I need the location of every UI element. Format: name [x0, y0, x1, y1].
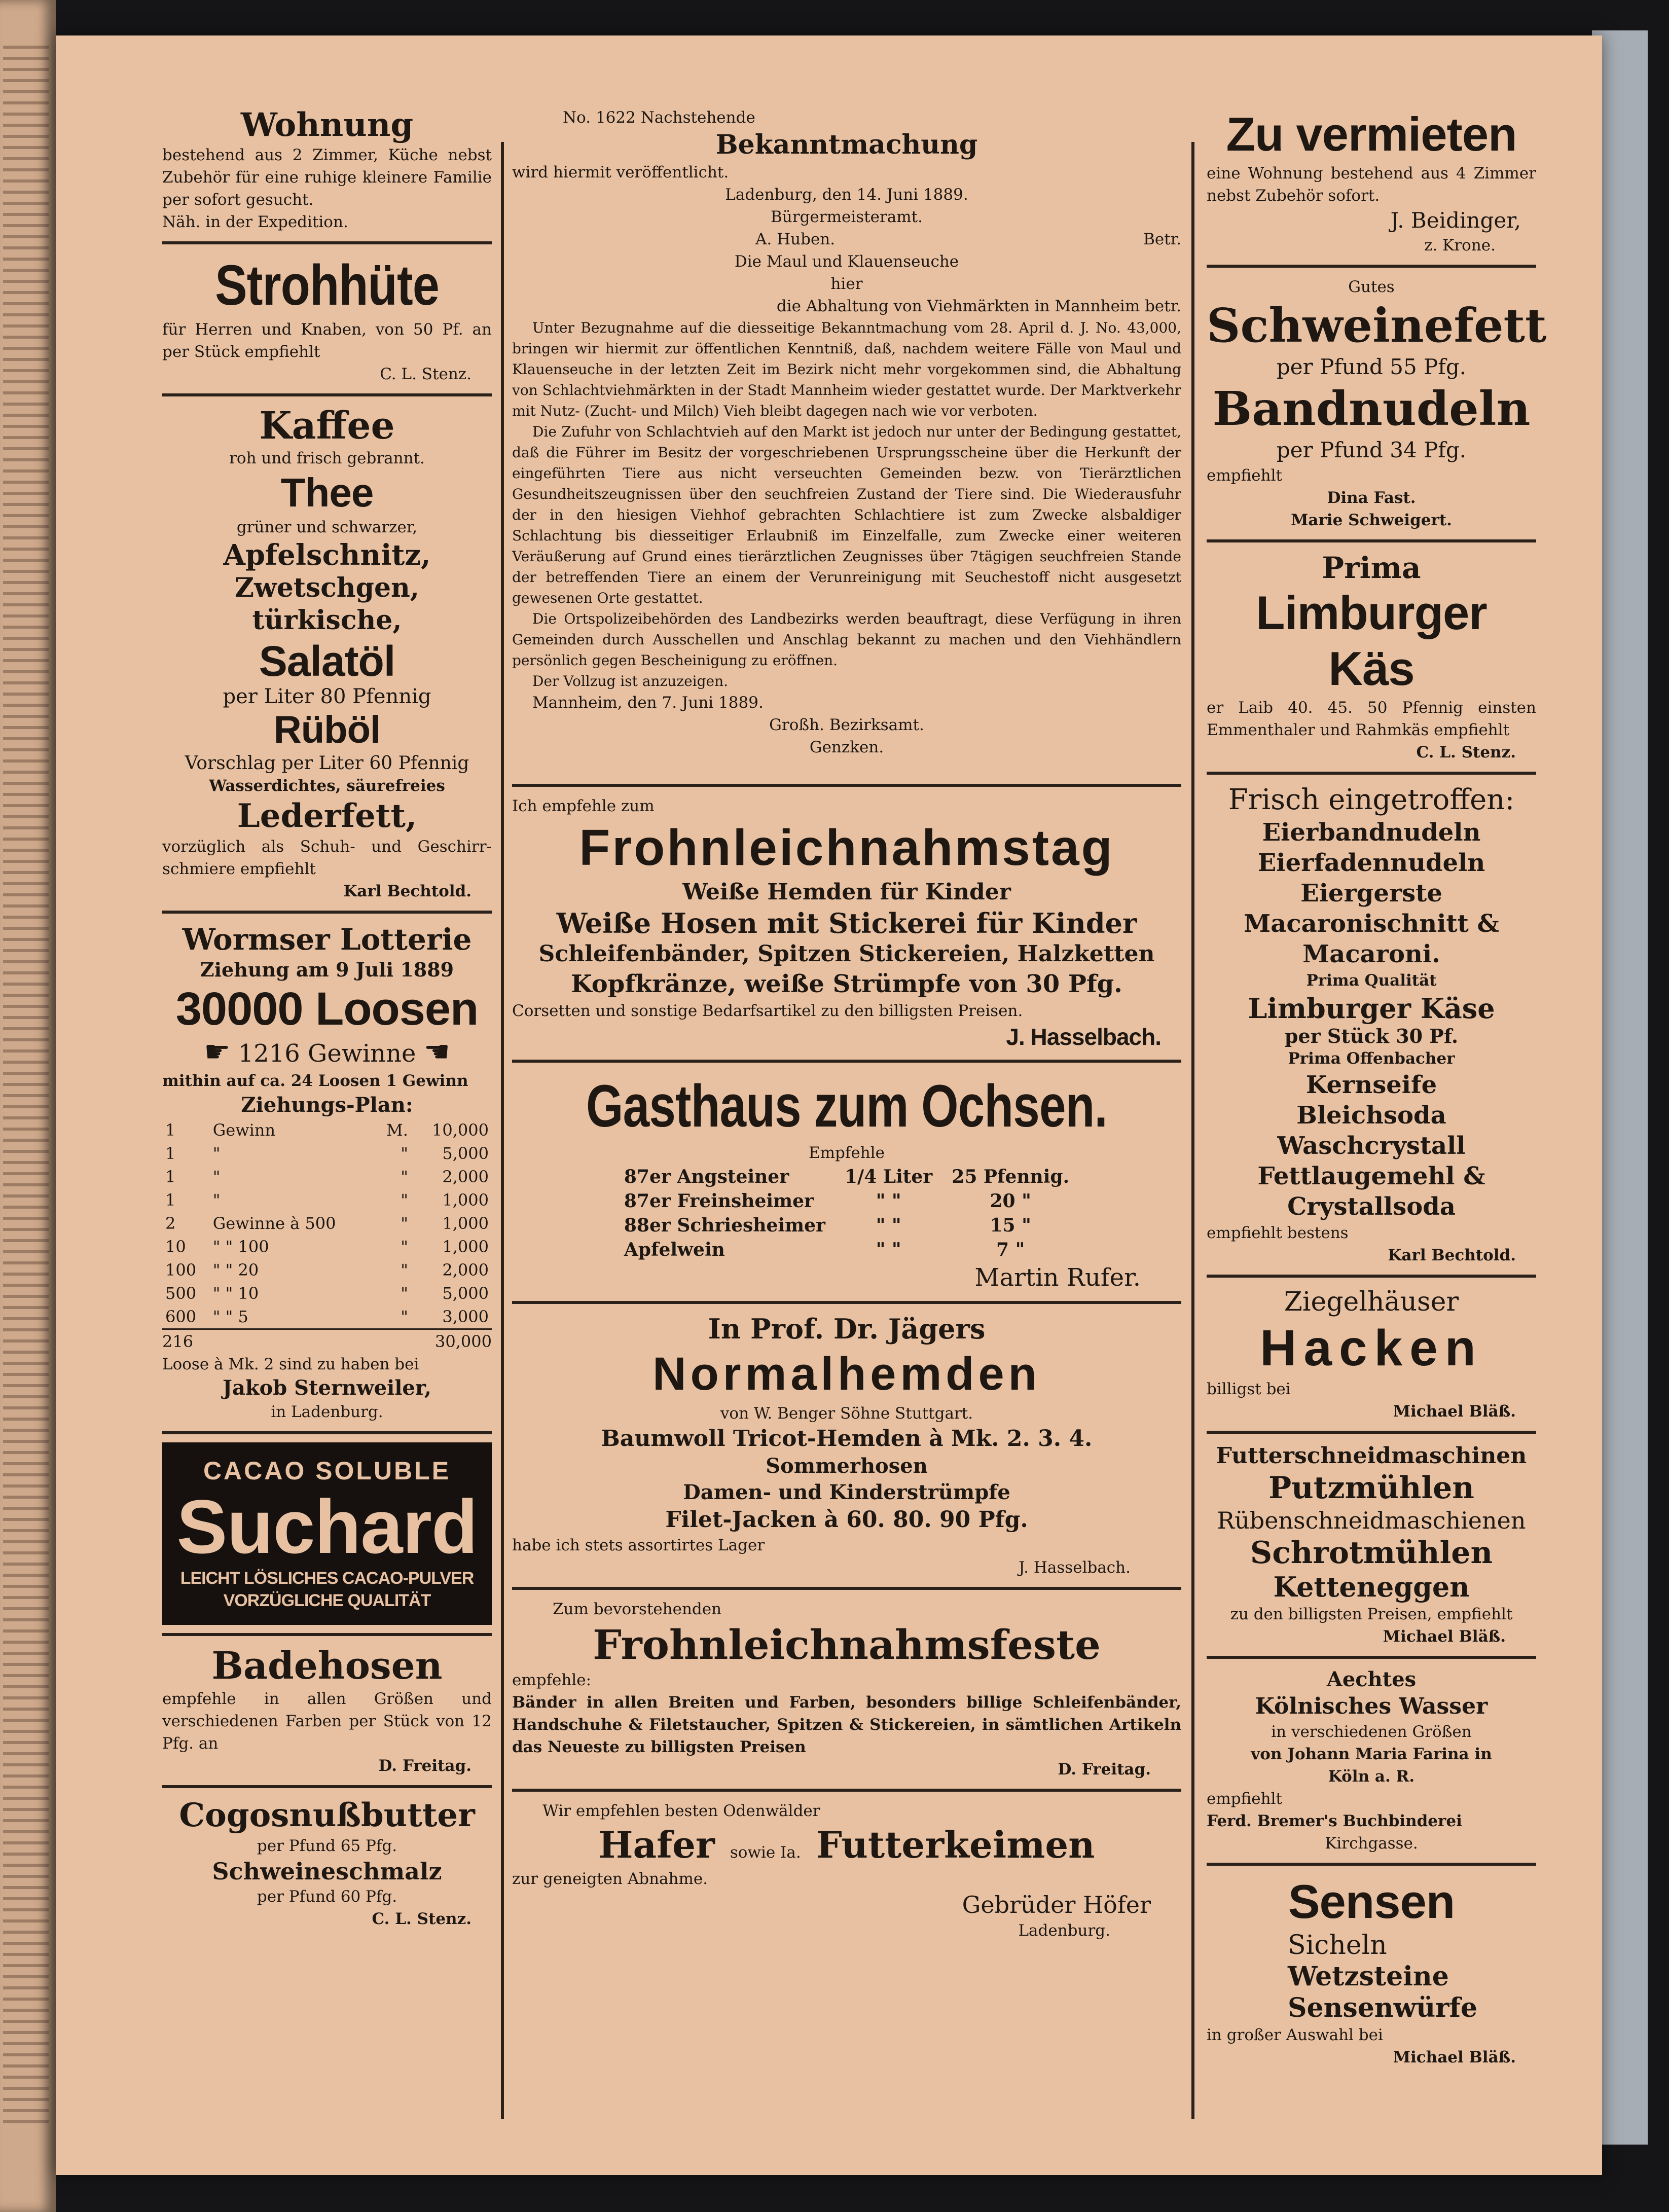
suchard-line2: VORZÜGLICHE QUALITÄT — [223, 1591, 431, 1610]
list-item: Bleichsoda — [1296, 1101, 1446, 1130]
ad-suchard — [162, 1442, 492, 1625]
lottery-cell: " — [212, 1190, 221, 1210]
suchard-line1: LEICHT LÖSLICHES CACAO-PULVER — [180, 1569, 474, 1588]
wine-cell: " " — [876, 1239, 901, 1260]
ad-title: Cogosnußbutter — [179, 1796, 475, 1834]
ad-sign: Gebrüder Höfer — [962, 1891, 1151, 1918]
ad-vermieten — [1207, 106, 1536, 257]
ad-title: Kaffee — [259, 404, 395, 448]
lottery-plan-title: Ziehungs-Plan: — [241, 1093, 413, 1117]
notice-paragraph-3: Die Ortspolizeibehörden des Landbezirks werden beauftragt, diese Verfügung in ihren Gemeinden durch Ausschellen und Anschlag bekannt zu machen und den Viehhändlern persönlich gegen Bescheinigung zu eröffnen. — [512, 610, 1181, 669]
ad-badehosen — [162, 1644, 492, 1777]
ad-title: Wormser Lotterie — [182, 922, 472, 957]
lottery-row — [162, 1165, 492, 1188]
ad-sign: Michael Bläß. — [1393, 1402, 1516, 1421]
lottery-date: Ziehung am 9 Juli 1889 — [200, 958, 454, 981]
ad-sign: J. Beidinger, — [1390, 208, 1521, 233]
ad-line2: Sommerhosen — [766, 1454, 928, 1478]
zwetschgen: Zwetschgen, türkische, — [235, 572, 419, 636]
notice-betr: Betr. — [1143, 230, 1181, 248]
wine-cell: 1/4 Liter — [845, 1166, 933, 1187]
ad-note: zur geneigten Abnahme. — [512, 1870, 708, 1888]
ad-title: Frisch eingetroffen: — [1228, 783, 1515, 816]
ad-futtermaschinen — [1207, 1442, 1536, 1648]
lottery-cell: " — [401, 1190, 408, 1210]
ad-line5: Köln a. R. — [1328, 1767, 1415, 1786]
ad-title: Normalhemden — [652, 1348, 1041, 1400]
ad-intro: Zum bevorstehenden — [553, 1600, 722, 1618]
ad-prima2: Prima Offenbacher — [1288, 1049, 1455, 1068]
ad-wohnung — [162, 106, 492, 233]
bekanntmachung — [512, 106, 1181, 758]
ad-sign1: Dina Fast. — [1327, 489, 1416, 507]
schmalz-price: per Pfund 60 Pfg. — [257, 1888, 397, 1906]
ad-sub: roh und frisch gebrannt. — [229, 449, 425, 467]
list-item: Crystallsoda — [1287, 1192, 1456, 1221]
ad-empf: empfiehlt — [1207, 466, 1282, 485]
ad-empf: empfiehlt bestens — [1207, 1224, 1349, 1242]
lottery-cell: Gewinne à 500 — [212, 1214, 336, 1233]
ad-sign: J. Hasselbach. — [1006, 1024, 1161, 1050]
lottery-loosen: 30000 Loosen — [175, 983, 479, 1035]
ad-title: Strohhüte — [215, 253, 439, 317]
ad-line2: Wetzsteine — [1288, 1961, 1449, 1992]
ad-price: per Pfund 55 Pfg. — [1276, 354, 1467, 379]
ad-text: billigst bei — [1207, 1380, 1291, 1398]
lottery-cell: Gewinn — [212, 1120, 276, 1140]
ad-sign: C. L. Stenz. — [380, 365, 471, 383]
hafer-sowie: sowie Ia. — [730, 1843, 801, 1862]
lottery-cell: " " 5 — [212, 1307, 248, 1326]
list-item: Eiergerste — [1300, 879, 1442, 908]
ad-frisch — [1207, 783, 1536, 1266]
ad-line5: habe ich stets assortirtes Lager — [512, 1536, 765, 1554]
facing-page-edge — [0, 0, 56, 2212]
ad-title: Hacken — [1260, 1320, 1483, 1376]
lottery-row — [162, 1118, 492, 1142]
ad-line4: Filet-Jacken à 60. 80. 90 Pfg. — [665, 1507, 1028, 1533]
lottery-cell: " — [401, 1144, 408, 1163]
ad-text: in großer Auswahl bei — [1207, 2026, 1383, 2044]
middle-column — [512, 106, 1181, 1942]
lottery-total-count: 216 — [162, 1332, 194, 1351]
suchard-top: CACAO SOLUBLE — [203, 1457, 451, 1485]
ad-title: Frohnleichnahmstag — [579, 819, 1114, 876]
ad-maker: von W. Benger Söhne Stuttgart. — [720, 1404, 973, 1423]
lottery-row — [162, 1282, 492, 1305]
rueboel-price: Vorschlag per Liter 60 Pfennig — [185, 753, 469, 774]
wine-cell: 87er Freinsheimer — [624, 1190, 814, 1212]
wine-cell: 15 " — [990, 1215, 1031, 1236]
salatoel: Salatöl — [259, 637, 395, 685]
ad-line4: Schrotmühlen — [1250, 1535, 1493, 1571]
ad-line5: Corsetten und sonstige Bedarfsartikel zu den billigsten Preisen. — [512, 1002, 1023, 1020]
ad-sign: Karl Bechtold. — [1388, 1246, 1516, 1264]
ad-strohhuete — [162, 252, 492, 385]
thee-sub: grüner und schwarzer, — [236, 518, 418, 536]
lottery-cell: 5,000 — [442, 1144, 489, 1163]
lottery-cell: 10,000 — [432, 1120, 489, 1140]
ad-schweinefett — [1207, 276, 1547, 531]
ad-line3: in verschiedenen Größen — [1271, 1723, 1472, 1741]
lottery-cell: 1,000 — [442, 1190, 489, 1210]
ad-text: empfehle in allen Größen und verschiedenen Farben per Stück von 12 Pfg. an — [162, 1690, 492, 1753]
bandnudeln-price: per Pfund 34 Pfg. — [1276, 438, 1467, 462]
list-item: Kernseife — [1305, 1071, 1437, 1099]
ad-text: Bänder in allen Breiten und Farben, besonders billige Schleifenbänder, Handschuhe & Filetstaucher, Spitzen & Stickereien, in sämtlichen Artikeln das Neueste zu billigsten Preisen — [512, 1693, 1181, 1756]
notice-paragraph-4: Der Vollzug ist anzuzeigen. — [532, 673, 729, 690]
lottery-cell: 600 — [165, 1307, 197, 1326]
wine-row — [615, 1238, 1078, 1261]
ad-title: Zu vermieten — [1226, 107, 1517, 161]
ad-note: Näh. in der Expedition. — [162, 213, 348, 231]
ad-text: zu den billigsten Preisen, empfiehlt — [1230, 1605, 1513, 1623]
lottery-cell: 500 — [165, 1284, 197, 1303]
limburger-price: per Stück 30 Pf. — [1284, 1025, 1459, 1047]
ad-cocos — [162, 1796, 492, 1930]
notice-closing-office: Großh. Bezirksamt. — [769, 716, 924, 734]
limburger-kaese: Limburger Käse — [1248, 992, 1495, 1025]
ad-title: Gasthaus zum Ochsen. — [586, 1073, 1107, 1140]
wine-cell: 25 Pfennig. — [952, 1166, 1070, 1187]
lottery-place: in Ladenburg. — [271, 1403, 383, 1421]
notice-closing-date: Mannheim, den 7. Juni 1889. — [532, 694, 764, 712]
ad-intro: Ich empfehle zum — [512, 797, 655, 815]
wasserdichtes: Wasserdichtes, säurefreies — [209, 777, 445, 795]
ad-prima: Prima Qualität — [1306, 971, 1437, 990]
ad-sign: Michael Bläß. — [1393, 2048, 1516, 2066]
lottery-row — [162, 1305, 492, 1328]
lottery-cell: 10 — [165, 1237, 186, 1256]
ad-empfehle: Empfehle — [809, 1144, 885, 1162]
lottery-total-sum: 30,000 — [435, 1332, 492, 1351]
ad-title: Frohnleichnahmsfeste — [593, 1621, 1101, 1669]
wine-row — [615, 1165, 1078, 1188]
ad-sign: Michael Bläß. — [1383, 1627, 1506, 1646]
notice-name: A. Huben. — [755, 230, 836, 248]
lottery-row — [162, 1235, 492, 1258]
ad-line1: Baumwoll Tricot-Hemden à Mk. 2. 3. 4. — [601, 1426, 1093, 1452]
ad-sign: Ferd. Bremer's Buchbinderei — [1207, 1812, 1462, 1830]
ad-place: z. Krone. — [1424, 236, 1496, 255]
ad-line2: Weiße Hosen mit Stickerei für Kinder — [556, 907, 1137, 939]
ad-sensen — [1207, 1874, 1536, 2069]
ad-title: Limburger Käs — [1256, 586, 1487, 695]
lederfett-text: vorzüglich als Schuh- und Geschirr-schmiere empfiehlt — [162, 838, 492, 878]
lederfett: Lederfett, — [237, 797, 417, 835]
lottery-cell: 3,000 — [442, 1307, 489, 1326]
hafer-title: Hafer — [598, 1823, 715, 1866]
ad-hacken — [1207, 1286, 1536, 1423]
ad-frohnleichnahmstag — [512, 795, 1181, 1051]
lottery-cell: 2 — [165, 1214, 176, 1233]
column-rule-left — [501, 142, 504, 2119]
lottery-mithin: mithin auf ca. 24 Loosen 1 Gewinn — [162, 1072, 468, 1090]
ad-sign: C. L. Stenz. — [1416, 743, 1516, 761]
lottery-cell: " " 20 — [212, 1260, 259, 1280]
ad-line1: Aechtes — [1326, 1667, 1417, 1691]
pointing-hand-right-icon: ☛ — [204, 1034, 231, 1069]
ad-intro: Wir empfehlen besten Odenwälder — [542, 1802, 820, 1820]
column-rule-right — [1191, 142, 1194, 2119]
ad-line1: Weiße Hemden für Kinder — [682, 879, 1011, 905]
ad-line3: Sensenwürfe — [1288, 1992, 1478, 2023]
ad-limburger — [1207, 551, 1536, 764]
frisch-items-2 — [1207, 1070, 1536, 1222]
ad-sign2: Marie Schweigert. — [1291, 511, 1452, 529]
wine-cell: 88er Schriesheimer — [624, 1215, 825, 1236]
wine-row — [615, 1189, 1078, 1213]
notice-closing-name: Genzken. — [809, 738, 884, 756]
lottery-cell: 2,000 — [442, 1260, 489, 1280]
lottery-row — [162, 1258, 492, 1282]
lottery-cell: " — [401, 1260, 408, 1280]
ad-gutes: Gutes — [1348, 278, 1395, 296]
thee-title: Thee — [280, 470, 374, 515]
notice-office: Bürgermeisteramt. — [771, 208, 923, 226]
wine-cell: 20 " — [990, 1190, 1031, 1212]
ad-koelnisch — [1207, 1667, 1536, 1855]
ad-line3: Schleifenbänder, Spitzen Stickereien, Halzketten — [538, 941, 1155, 967]
lottery-row — [162, 1188, 492, 1212]
notice-subject1: Die Maul und Klauenseuche — [734, 252, 959, 271]
ad-title: Wohnung — [240, 106, 414, 144]
ad-line4: von Johann Maria Farina in — [1251, 1745, 1492, 1763]
ad-price: per Pfund 65 Pfg. — [257, 1837, 397, 1855]
ad-intro: In Prof. Dr. Jägers — [708, 1313, 986, 1345]
ad-hafer — [512, 1800, 1181, 1942]
lottery-cell: " — [401, 1284, 408, 1303]
ad-line3: Damen- und Kinderstrümpfe — [683, 1480, 1010, 1504]
lottery-cell: 1 — [165, 1190, 176, 1210]
ad-title: Badehosen — [211, 1644, 443, 1688]
futterkeimen-title: Futterkeimen — [816, 1823, 1095, 1866]
ad-line2: Putzmühlen — [1268, 1470, 1474, 1506]
lottery-row — [162, 1142, 492, 1165]
lottery-cell: " " 10 — [212, 1284, 259, 1303]
right-column — [1207, 106, 1547, 2069]
notice-subject3: die Abhaltung von Viehmärkten in Mannheim betr. — [776, 297, 1181, 315]
notice-paragraph-1: Unter Bezugnahme auf die diesseitige Bekanntmachung vom 28. April d. J. No. 43,000, bringen wir hiermit zur öffentlichen Kenntniß, daß, nachdem weitere Fälle von Maul und Klauenseuche in der letzten Zeit im Bezirk nicht mehr vorgekommen sind, die Abhaltung von Schlachtviehmärkten in der Stadt Mannheim wieder gestattet wurde. Der Marktverkehr mit Nutz- (Zucht- und Milch) Vieh bleibt dagegen nach wie vor verboten. — [512, 319, 1181, 419]
lottery-cell: " — [212, 1167, 221, 1186]
lottery-cell: " — [401, 1214, 408, 1233]
ad-text: eine Wohnung bestehend aus 4 Zimmer nebst Zubehör sofort. — [1207, 164, 1536, 205]
ad-line2: Kölnisches Wasser — [1255, 1693, 1488, 1719]
list-item: Macaronischnitt & — [1244, 910, 1499, 938]
lottery-row — [162, 1212, 492, 1235]
ad-text: er Laib 40. 45. 50 Pfennig einsten Emmenthaler und Rahmkäs empfiehlt — [1207, 699, 1536, 739]
ad-sign: C. L. Stenz. — [372, 1910, 471, 1928]
lottery-cell: " — [401, 1167, 408, 1186]
newspaper-page — [56, 35, 1602, 2175]
wine-cell: " " — [876, 1190, 901, 1212]
list-item: Waschcrystall — [1277, 1132, 1466, 1160]
ad-text: bestehend aus 2 Zimmer, Küche nebst Zubehör für eine ruhige kleinere Familie per sofort gesucht. — [162, 146, 492, 209]
ad-line1: Sicheln — [1288, 1930, 1387, 1961]
notice-number: No. 1622 Nachstehende — [563, 108, 755, 127]
ad-sign: Karl Bechtold. — [343, 882, 471, 900]
wine-list — [614, 1164, 1079, 1262]
rueboel: Rüböl — [273, 708, 381, 751]
suchard-brand: Suchard — [176, 1484, 478, 1569]
ad-sign: D. Freitag. — [378, 1757, 471, 1775]
ad-place: Ladenburg. — [1018, 1921, 1110, 1940]
wine-cell: " " — [876, 1215, 901, 1236]
lottery-cell: 100 — [165, 1260, 197, 1280]
ad-place: Kirchgasse. — [1325, 1834, 1418, 1853]
ad-line4: Kopfkränze, weiße Strümpfe von 30 Pfg. — [571, 970, 1122, 998]
frisch-items — [1207, 817, 1536, 969]
wine-row — [615, 1214, 1078, 1237]
list-item: Eierbandnudeln — [1262, 818, 1481, 847]
lottery-loose: Loose à Mk. 2 sind zu haben bei — [162, 1355, 419, 1373]
lottery-cell: " — [401, 1237, 408, 1256]
lottery-cell: " — [401, 1307, 408, 1326]
ad-sign: J. Hasselbach. — [1019, 1558, 1131, 1577]
lottery-cell: " — [212, 1144, 221, 1163]
lottery-cell: 1,000 — [442, 1214, 489, 1233]
ad-title: Sensen — [1288, 1875, 1455, 1928]
lottery-gewinne: 1216 Gewinne — [238, 1039, 416, 1068]
lottery-cell: 1 — [165, 1144, 176, 1163]
ad-gasthaus — [512, 1071, 1181, 1293]
ad-kaffee — [162, 405, 492, 902]
wine-cell: 7 " — [996, 1239, 1025, 1260]
lottery-cell: 1 — [165, 1167, 176, 1186]
wine-cell: Apfelwein — [624, 1239, 725, 1260]
lottery-cell: " " 100 — [212, 1237, 269, 1256]
notice-subject2: hier — [830, 275, 863, 293]
lottery-cell: 5,000 — [442, 1284, 489, 1303]
ad-normalhemden — [512, 1312, 1181, 1579]
lottery-seller: Jakob Sternweiler, — [223, 1376, 431, 1400]
notice-intro: wird hiermit veröffentlicht. — [512, 163, 729, 182]
ad-title: Schweinefett — [1207, 298, 1547, 353]
list-item: Macaroni. — [1302, 940, 1440, 968]
lottery-table — [162, 1118, 492, 1328]
ad-empf: empfiehlt — [1207, 1790, 1282, 1808]
wine-cell: 87er Angsteiner — [624, 1166, 789, 1187]
ad-prima: Prima — [1322, 551, 1421, 585]
ad-line5: Ketteneggen — [1273, 1571, 1470, 1603]
salatoel-price: per Liter 80 Pfennig — [223, 685, 431, 708]
notice-title: Bekanntmachung — [715, 129, 978, 160]
schmalz: Schweineschmalz — [212, 1858, 442, 1885]
ad-line3: Rübenschneidmaschienen — [1217, 1507, 1526, 1534]
ad-text: für Herren und Knaben, von 50 Pf. an per Stück empfiehlt — [162, 320, 492, 361]
lottery-cell: 1,000 — [442, 1237, 489, 1256]
list-item: Eierfadennudeln — [1257, 849, 1485, 877]
notice-place-date: Ladenburg, den 14. Juni 1889. — [725, 186, 968, 204]
lottery-cell: 1 — [165, 1120, 176, 1140]
pointing-hand-left-icon: ☚ — [423, 1034, 450, 1069]
ad-frohnleichnahmsfeste — [512, 1598, 1181, 1781]
notice-paragraph-2: Die Zufuhr von Schlachtvieh auf den Markt ist jedoch nur unter der Bedingung gestattet, daß die Führer im Besitz der vorgeschriebenen Ursprungsscheine über die Herkunft der eingeführten Tiere aus nicht verseuchten Gemeinden bezw. von Tierärztlichen Gesundheitszeugnissen über den seuchfreien Zustand der Tiere sind. Die Wiederausfuhr der in den hiesigen Viehhof gebrachten Schlachtiere ist zum Zwecke alsbaldiger Schlachtung bis diesseitiger Erlaubniß im Einzelfalle, zum Zwecke einer weiteren Veräußerung auf Grund eines tierärztlichen Zeugnisses über 7tägigen seuchfreien Stande der betreffenden Tiere an einem der Verunreinigung mit Seuchestoff nicht ausgesetzt gewesenen Orte gestattet. — [512, 423, 1181, 606]
ad-line1: Futterschneidmaschinen — [1216, 1443, 1527, 1469]
ad-lotterie — [162, 922, 492, 1423]
apfelschnitz: Apfelschnitz, — [223, 538, 431, 572]
ad-sign: Martin Rufer. — [974, 1263, 1141, 1292]
list-item: Fettlaugemehl & — [1257, 1162, 1485, 1190]
ad-sub: Ziegelhäuser — [1284, 1287, 1459, 1317]
left-column — [162, 106, 492, 1930]
lottery-cell: 2,000 — [442, 1167, 489, 1186]
bandnudeln: Bandnudeln — [1212, 381, 1531, 436]
ad-sign: D. Freitag. — [1058, 1760, 1151, 1779]
ad-empfehle: empfehle: — [512, 1671, 592, 1689]
lottery-cell: M. — [386, 1120, 408, 1140]
